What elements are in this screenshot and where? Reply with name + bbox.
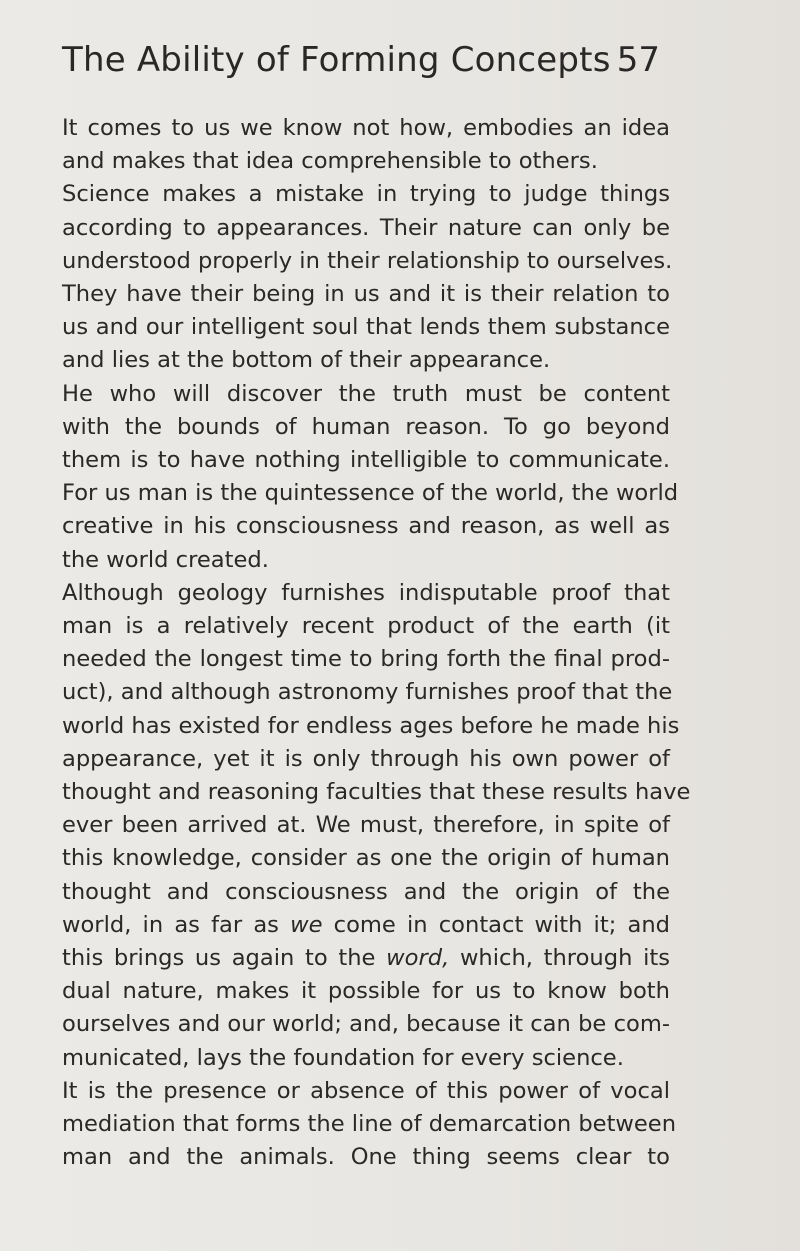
- text-line: It comes to us we know not how, embodies an idea: [62, 115, 670, 141]
- text-segment: which, through its: [449, 945, 670, 972]
- text-line: man and the animals. One thing seems clear to: [62, 1144, 670, 1171]
- page-number: 57: [616, 40, 660, 80]
- text-line: them is to have nothing intelligible to communicate.: [62, 447, 670, 474]
- text-line-with-italic: [62, 909, 670, 942]
- text-line-with-italic: [62, 942, 670, 975]
- paragraph-5: [62, 1075, 677, 1175]
- text-line: Science makes a mistake in trying to judge things: [62, 181, 670, 208]
- text-segment: this brings us again to the: [62, 945, 387, 972]
- chapter-title: The Ability of Forming Concepts: [62, 40, 611, 80]
- text-line: this knowledge, consider as one the origin of human: [62, 845, 670, 872]
- text-line: man is a relatively recent product of the earth (it: [62, 613, 670, 640]
- text-line: dual nature, makes it possible for us to know both: [62, 978, 670, 1005]
- text-line: and lies at the bottom of their appearance.: [62, 347, 551, 374]
- text-line: needed the longest time to bring forth the final prod-: [62, 646, 670, 673]
- text-line: For us man is the quintessence of the world, the world: [62, 480, 679, 507]
- text-line: They have their being in us and it is their relation to: [62, 281, 670, 308]
- text-line: He who will discover the truth must be content: [62, 380, 670, 407]
- text-segment: come in contact with it; and: [322, 911, 670, 938]
- text-line: municated, lays the foundation for every science.: [62, 1044, 624, 1071]
- italic-emphasis: word,: [386, 945, 450, 972]
- paragraph-3: [62, 378, 679, 577]
- paragraph-1: [62, 112, 670, 178]
- running-header: [62, 40, 662, 80]
- text-line: according to appearances. Their nature can only be: [62, 214, 670, 241]
- text-line: creative in his consciousness and reason, as well as: [62, 513, 670, 540]
- text-line: and makes that idea comprehensible to others.: [62, 148, 598, 175]
- text-line: uct), and although astronomy furnishes proof that the: [62, 679, 673, 706]
- text-line: thought and reasoning faculties that these results have: [62, 779, 691, 806]
- paragraph-4: [62, 577, 691, 1075]
- text-line: It is the presence or absence of this power of vocal: [62, 1077, 670, 1104]
- text-line: with the bounds of human reason. To go beyond: [62, 413, 670, 440]
- text-line: Although geology furnishes indisputable proof that: [62, 579, 670, 606]
- text-line: world has existed for endless ages before he made his: [62, 712, 680, 739]
- body-text: [62, 112, 691, 1175]
- text-line: the world created.: [62, 546, 269, 573]
- text-line: ever been arrived at. We must, therefore, in spite of: [62, 812, 670, 839]
- text-line: appearance, yet it is only through his own power of: [62, 745, 670, 772]
- italic-emphasis: we: [290, 911, 323, 938]
- paragraph-2: [62, 178, 673, 377]
- text-line: understood properly in their relationship to ourselves.: [62, 247, 673, 274]
- text-line: mediation that forms the line of demarcation between: [62, 1111, 677, 1138]
- text-line: ourselves and our world; and, because it can be com-: [62, 1011, 670, 1038]
- text-line: thought and consciousness and the origin of the: [62, 878, 670, 905]
- text-segment: world, in as far as: [62, 911, 291, 938]
- text-line: us and our intelligent soul that lends them substance: [62, 314, 670, 341]
